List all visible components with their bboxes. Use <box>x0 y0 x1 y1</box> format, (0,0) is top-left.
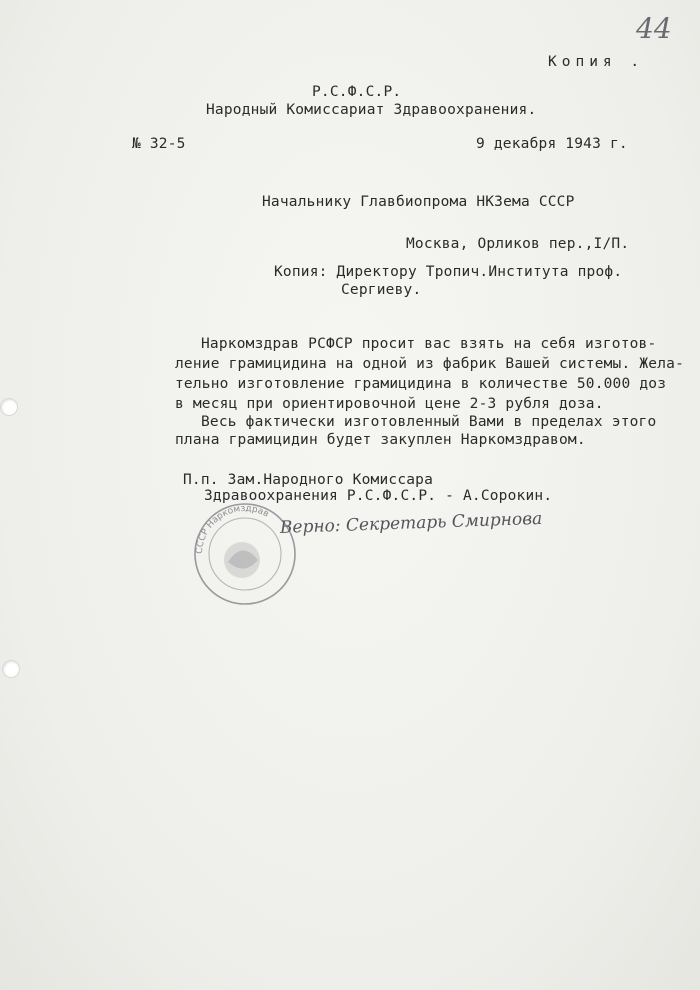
copy-recipient-line2: Сергиеву. <box>341 282 422 298</box>
signature-line1: П.п. Зам.Народного Комиссара <box>183 472 434 488</box>
copy-label: Копия . <box>548 54 645 70</box>
binder-hole-bottom <box>2 660 20 678</box>
document-date: 9 декабря 1943 г. <box>476 136 628 152</box>
signature-line2: Здравоохранения Р.С.Ф.С.Р. - А.Сорокин. <box>204 488 553 504</box>
stamp-text: СССР Наркомздрав <box>194 503 271 555</box>
official-stamp <box>180 500 310 608</box>
body-line: Наркомздрав РСФСР просит вас взять на себя изготов- <box>201 336 657 352</box>
body-line: плана грамицидин будет закуплен Наркомздравом. <box>175 432 586 448</box>
copy-recipient-line1: Копия: Директору Тропич.Института проф. <box>274 264 623 280</box>
body-line: Весь фактически изготовленный Вами в пределах этого <box>201 414 657 430</box>
handwritten-certification: Верно: Секретарь Смирнова <box>279 508 543 538</box>
body-line: тельно изготовление грамицидина в количестве 50.000 доз <box>175 376 667 392</box>
document-number: № 32-5 <box>132 136 186 152</box>
body-line: ление грамицидина на одной из фабрик Вашей системы. Жела- <box>175 356 684 372</box>
recipient-to: Начальнику Главбиопрома НКЗема СССР <box>262 194 575 210</box>
body-line: в месяц при ориентировочной цене 2-3 рубля доза. <box>175 396 604 412</box>
ministry-header: Народный Комиссариат Здравоохранения. <box>206 102 537 118</box>
binder-hole-top <box>0 398 18 416</box>
recipient-address: Москва, Орликов пер.,I/П. <box>406 236 630 252</box>
page-number: 44 <box>636 12 672 45</box>
country-header: Р.С.Ф.С.Р. <box>312 84 402 100</box>
